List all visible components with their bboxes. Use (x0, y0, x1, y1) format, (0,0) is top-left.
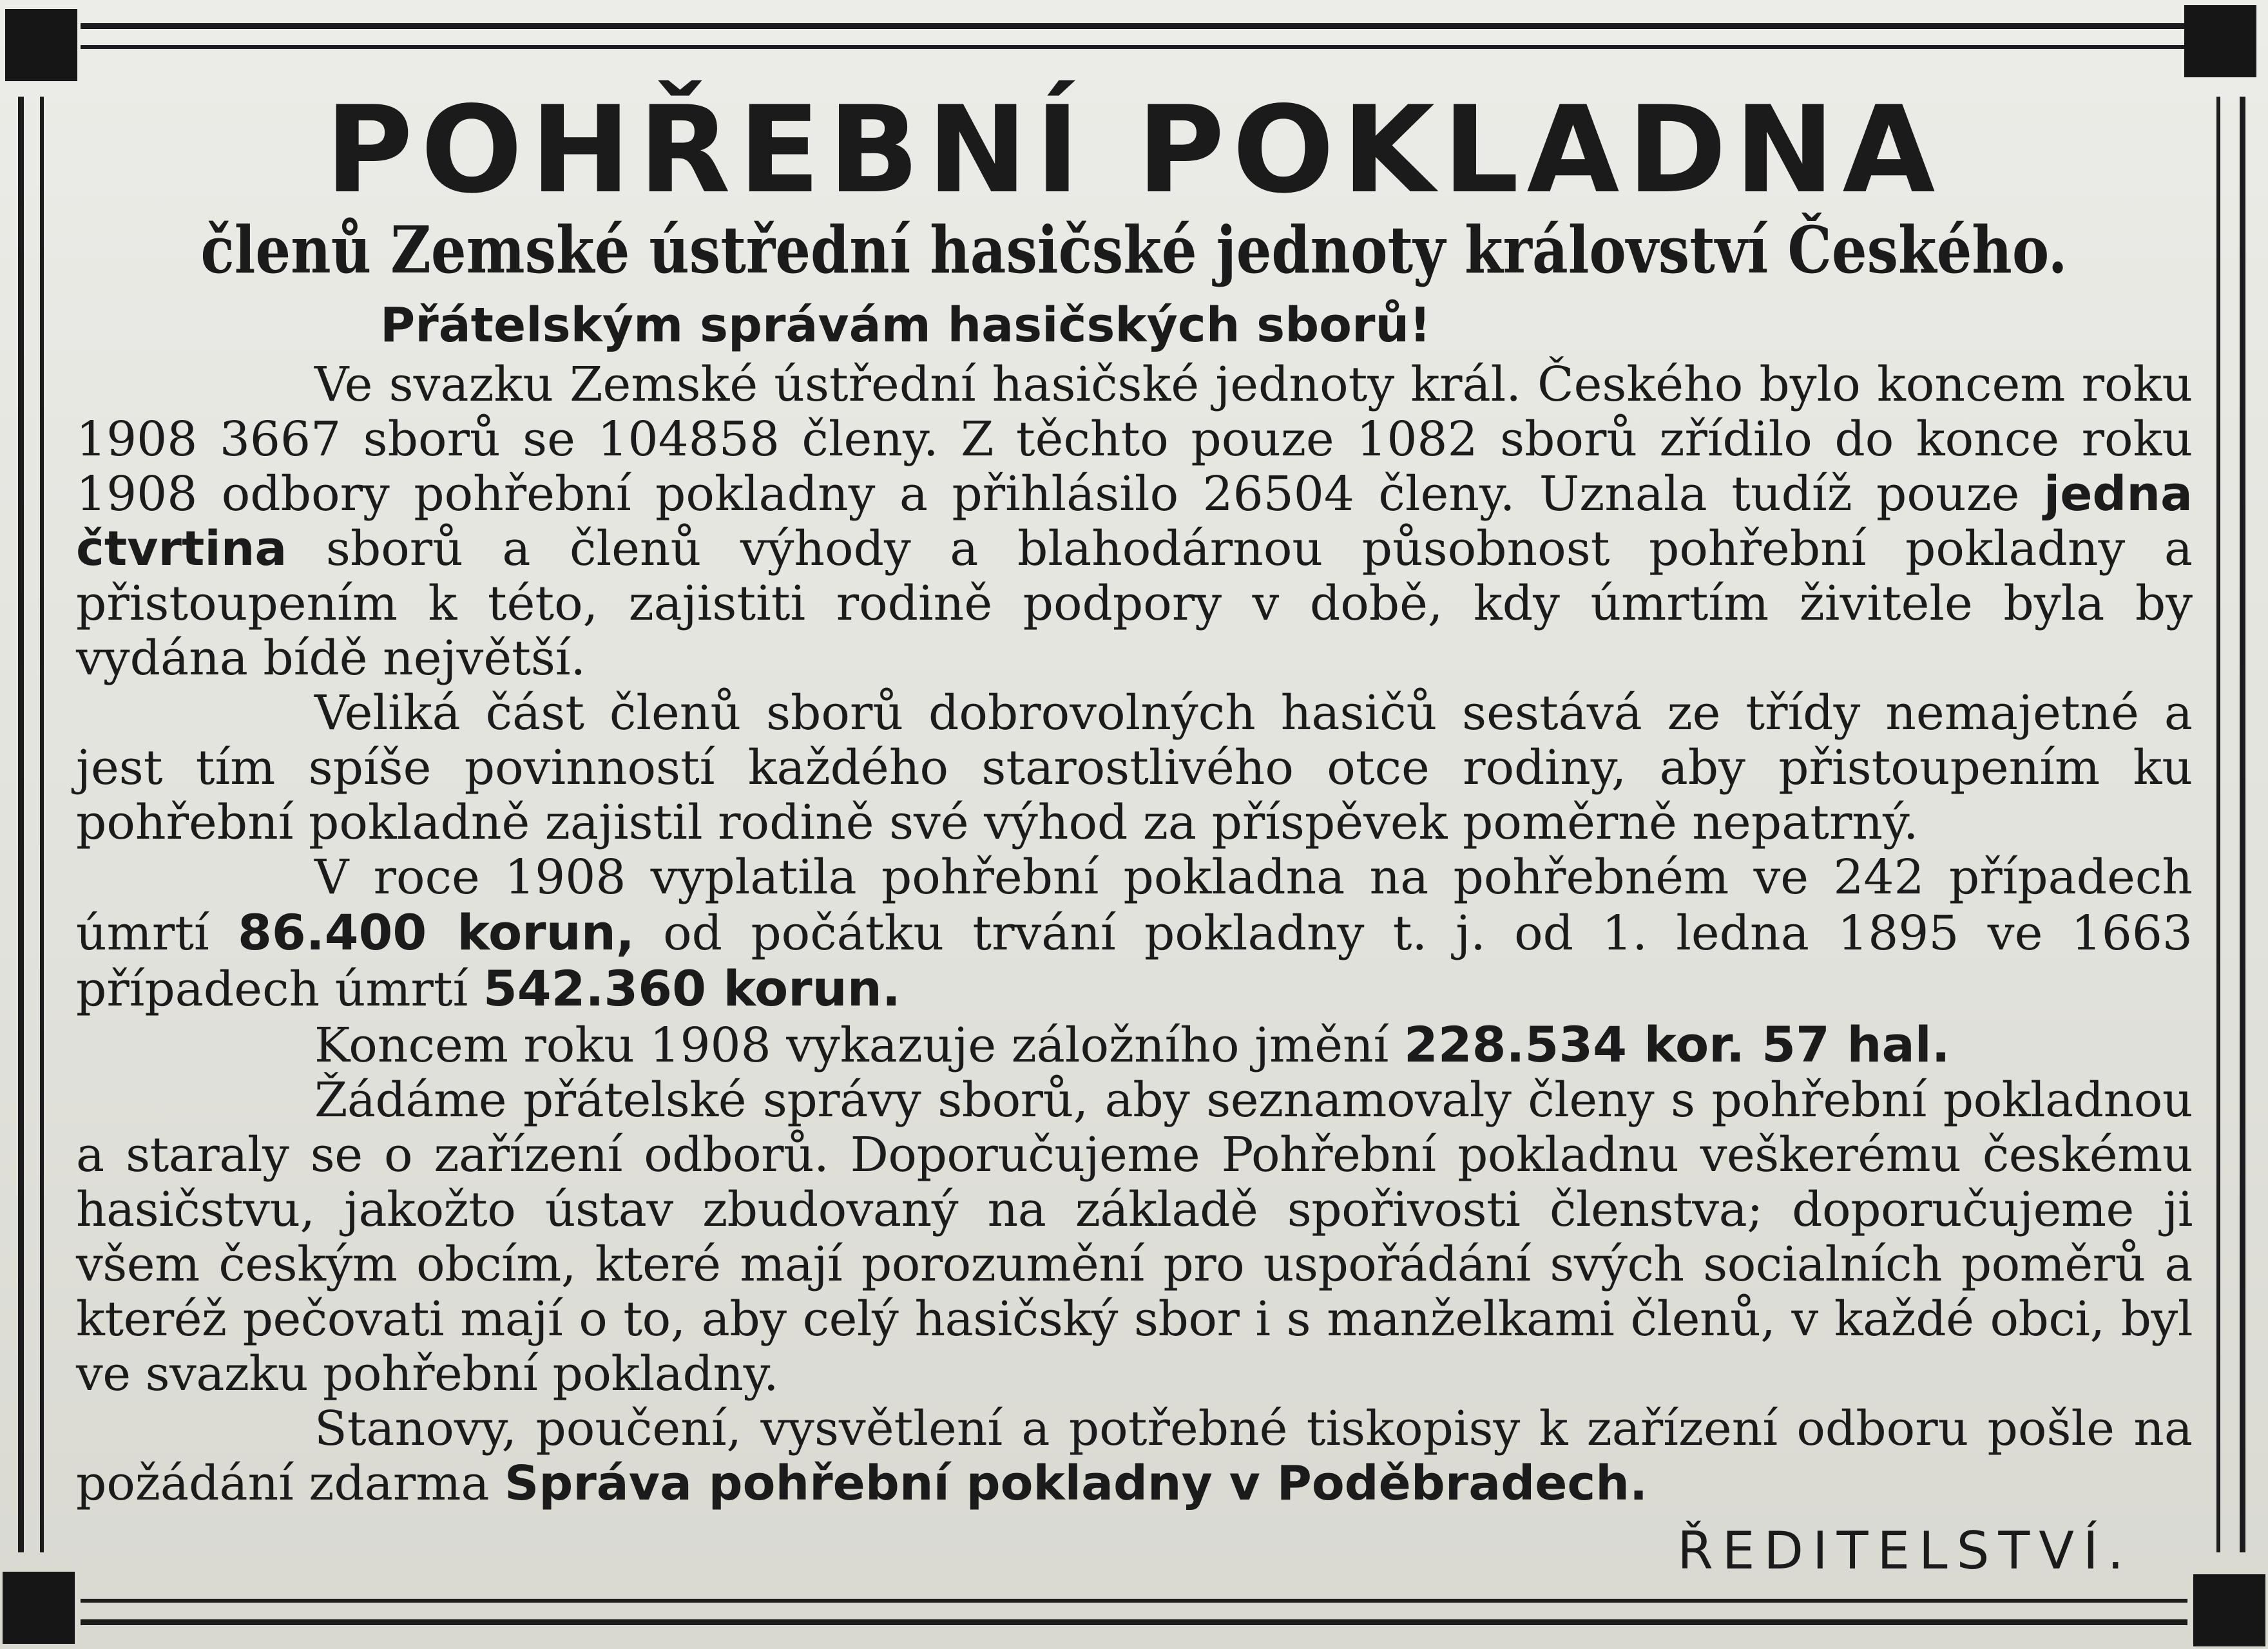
paragraph-1-rest: sborů a členů výhody a blahodárnou působnost pohřební pokladny a přistoupením k této, zajistiti rodině podpory v době, kdy úmrtím živitele byla by vydána bídě největší. (76, 521, 2193, 686)
amount-reserve-fund: 228.534 kor. 57 hal. (1403, 1016, 1950, 1073)
paragraph-6 (76, 1402, 2193, 1511)
right-rule-outer (2240, 97, 2245, 1552)
corner-ornament-bottom-right (2193, 1574, 2265, 1646)
paragraph-4-text: Koncem roku 1908 vykazuje záložního jmění (314, 1018, 1389, 1073)
left-rule-inner (40, 97, 44, 1552)
paragraph-6-text: Stanovy, poučení, vysvětlení a potřebné tiskopisy k zařízení odboru pošle na požádání zdarma (76, 1401, 2193, 1511)
top-rule-outer (81, 23, 2187, 29)
paragraph-4 (76, 1017, 2193, 1073)
corner-ornament-top-right (2184, 5, 2256, 77)
notice-subtitle: členů Zemské ústřední hasičské jednoty království Českého. (200, 212, 2068, 288)
signature: ŘEDITELSTVÍ. (1677, 1521, 2133, 1581)
paragraph-1-emphasis: jedna čtvrtina (76, 466, 2193, 577)
bottom-rule-inner (81, 1599, 2187, 1603)
notice-body (76, 357, 2193, 1511)
top-rule-inner (81, 45, 2187, 49)
paragraph-3-text-a: V roce 1908 vyplatila pohřební pokladna na pohřebném ve 242 případech úmrtí (76, 850, 2193, 961)
paragraph-1 (76, 357, 2193, 686)
salutation: Přátelským správám hasičských sborů! (380, 298, 1431, 353)
paragraph-5: Žádáme přátelské správy sborů, aby seznamovaly členy s pohřební pokladnou a staraly se o zařízení odborů. Doporučujeme Pohřební pokladnu veškerému českému hasičstvu, jakožto ústav zbudovaný na základě spořivosti členstva; doporučujeme ji všem českým obcím, které mají porozumění pro uspořádání svých socialních poměrů a kteréž pečovati mají o to, aby celý hasičský sbor i s manželkami členů, v každé obci, byl ve svazku pohřební pokladny. (76, 1072, 2193, 1402)
administration-name: Správa pohřební pokladny v Poděbradech. (505, 1456, 1648, 1511)
paragraph-1-text: Ve svazku Zemské ústřední hasičské jednoty král. Českého bylo koncem roku 1908 3667 sborů se 104858 členy. Z těchto pouze 1082 sborů zřídilo do konce roku 1908 odbory pohřební pokladny a přihlásilo 26504 členy. Uznala tudíž pouze (76, 357, 2193, 522)
corner-ornament-bottom-left (3, 1572, 75, 1644)
left-rule-outer (18, 97, 24, 1552)
bottom-rule-outer (81, 1619, 2187, 1625)
amount-total-payout: 542.360 korun. (483, 960, 901, 1017)
corner-ornament-top-left (5, 9, 77, 81)
paragraph-3 (76, 850, 2193, 1017)
right-rule-inner (2216, 97, 2220, 1552)
paragraph-2: Veliká část členů sborů dobrovolných hasičů sestává ze třídy nemajetné a jest tím spíše povinností každého starostlivého otce rodiny, aby přistoupením ku pohřební pokladně zajistil rodině své výhod za příspěvek poměrně nepatrný. (76, 685, 2193, 850)
amount-1908-payout: 86.400 korun, (237, 904, 635, 961)
notice-title: POHŘEBNÍ POKLADNA (325, 80, 1943, 220)
paragraph-3-text-b: od počátku trvání pokladny t. j. od 1. ledna 1895 ve 1663 případech úmrtí (76, 906, 2193, 1017)
